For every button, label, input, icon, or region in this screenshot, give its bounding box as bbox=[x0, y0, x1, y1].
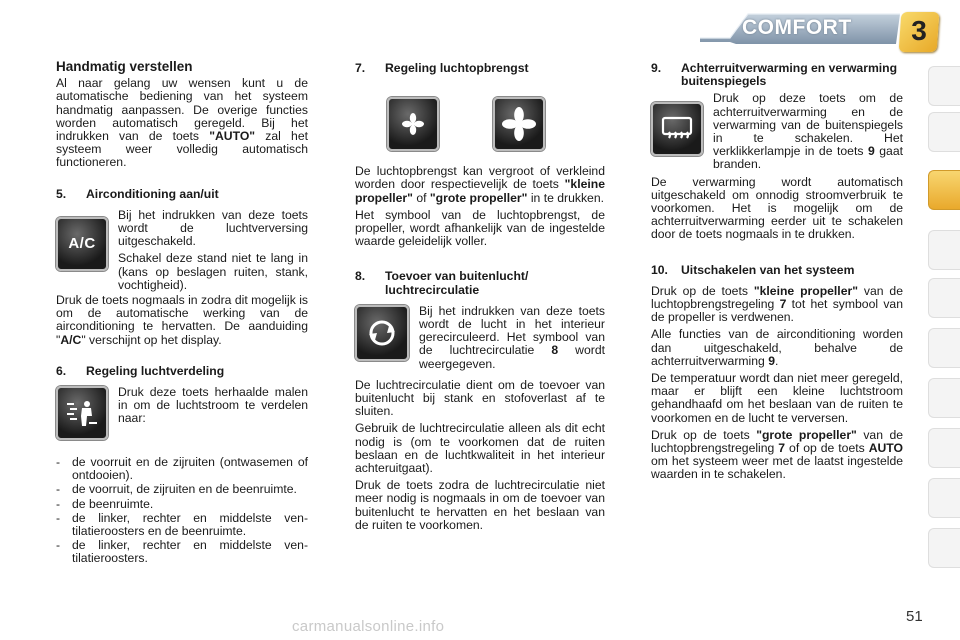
chapter-tab-8[interactable] bbox=[928, 428, 960, 468]
distribution-list bbox=[56, 456, 308, 566]
list-item: - de beenruimte. bbox=[56, 496, 154, 511]
chapter-tab-1[interactable] bbox=[928, 66, 960, 106]
recirculation-icon bbox=[355, 305, 409, 361]
column-middle bbox=[355, 58, 605, 536]
ac-text-1: Bij het indrukken van deze toets wordt de luchtverversing uitgeschakeld. bbox=[118, 207, 308, 249]
fan-text-2: Het symbool van de luchtopbrengst, de propeller, wordt afhankelijk van de ingestelde waarde geleidelijk voller. bbox=[355, 207, 605, 249]
list-item: - de linker, rechter en middelste ventilatieroosters. bbox=[56, 538, 308, 566]
ac-text-2: Schakel deze stand niet te lang in (kans op beslagen ruiten, stank, vochtigheid). bbox=[118, 251, 308, 292]
large-fan-icon bbox=[493, 97, 545, 151]
chapter-tabs bbox=[928, 66, 960, 586]
list-item: - de voorruit, de zijruiten en de beenruimte. bbox=[56, 482, 297, 497]
section-title-manual: Handmatig verstellen bbox=[56, 59, 193, 74]
ac-block bbox=[56, 209, 308, 292]
heading-5: 5. Airconditioning aan/uit bbox=[56, 186, 219, 201]
list-item: - de linker, rechter en middelste ventilatieroosters en de beenruimte. bbox=[56, 510, 308, 539]
list-item: - de voorruit en de zijruiten (ontwasemen of ontdooien). bbox=[56, 455, 308, 483]
ac-text-3: Druk de toets nogmaals in zodra dit mogelijk is om de automatische werking van de airconditioning te hervatten. De aanduiding "A/C" verschijnt op het display. bbox=[56, 293, 308, 347]
recirculation-block bbox=[355, 305, 605, 375]
chapter-tab-7[interactable] bbox=[928, 378, 960, 418]
watermark: carmanualsonline.info bbox=[292, 618, 445, 635]
heading-6: 6. Regeling luchtverdeling bbox=[56, 363, 225, 378]
rear-defrost-icon bbox=[651, 102, 703, 156]
recirculation-text-1: Bij het indrukken van deze toets wordt de lucht in het interieur gerecirculeerd. Het symbool van de luchtrecirculatie 8 wordt weergegeven. bbox=[419, 303, 605, 371]
ac-button-icon: A/C bbox=[56, 217, 108, 271]
heading-8: 8. Toevoer van buitenlucht/ luchtrecirculatie bbox=[355, 269, 529, 297]
defrost-block bbox=[651, 92, 903, 175]
page-title: COMFORT bbox=[742, 16, 852, 39]
system-off-text-1: Druk op de toets "kleine propeller" van de luchtopbrengstregeling 7 tot het symbool van de propeller is verdwenen. bbox=[651, 283, 903, 325]
chapter-tab-6[interactable] bbox=[928, 328, 960, 368]
system-off-text-4: Druk op de toets "grote propeller" van de luchtopbrengstregeling 7 of op de toets AUTO om het systeem weer met de laatst ingestelde waarden in te schakelen. bbox=[651, 427, 904, 482]
column-right bbox=[651, 58, 903, 486]
recirculation-text-3: Gebruik de luchtrecirculatie alleen als dit echt nodig is (om te voorkomen dat de ruiten beslaan en de luchtkwaliteit in het interieur achteruitgaat). bbox=[355, 421, 605, 476]
defrost-text-1: Druk op deze toets om de achterruitverwarming en de verwarming van de buitenspiegels in te schakelen. Het verklikkerlampje in de toets 9 gaat branden. bbox=[713, 91, 904, 172]
small-fan-icon bbox=[387, 97, 439, 151]
chapter-tab-9[interactable] bbox=[928, 478, 960, 518]
intro-paragraph: Al naar gelang uw wensen kunt u de automatische bediening van het systeem handmatig aanpassen. De overige functies worden automatisch geregeld. Bij het indrukken van de toets "AUTO" zal het systeem weer volledig automatisch functioneren. bbox=[56, 76, 308, 170]
heading-9: 9. Achterruitverwarming en verwarming buitenspiegels bbox=[651, 61, 898, 89]
chapter-badge bbox=[899, 12, 940, 52]
recirculation-text-2: De luchtrecirculatie dient om de toevoer van buitenlucht bij stank en stofoverlast af te sluiten. bbox=[355, 377, 605, 419]
column-left bbox=[56, 58, 308, 567]
chapter-number: 3 bbox=[911, 15, 927, 46]
heading-10: 10. Uitschakelen van het systeem bbox=[651, 262, 855, 277]
chapter-tab-10[interactable] bbox=[928, 528, 960, 568]
chapter-tab-2[interactable] bbox=[928, 112, 960, 152]
distribution-block bbox=[56, 386, 308, 440]
air-distribution-icon bbox=[56, 386, 108, 440]
system-off-text-2: Alle functies van de airconditioning worden dan uitgeschakeld, behalve de achterruitverwarming 9. bbox=[651, 327, 903, 368]
recirculation-text-4: Druk de toets zodra de luchtrecirculatie niet meer nodig is nogmaals in om de toevoer van buitenlucht te hervatten en het beslaan van de ruiten te voorkomen. bbox=[355, 478, 605, 532]
distribution-text: Druk deze toets herhaalde malen in om de luchtstroom te verdelen naar: bbox=[118, 385, 308, 426]
heading-7: 7. Regeling luchtopbrengst bbox=[355, 61, 529, 75]
chapter-tab-4[interactable] bbox=[928, 230, 960, 270]
defrost-text-2: De verwarming wordt automatisch uitgeschakeld om onnodig stroomverbruik te voorkomen. Het is mogelijk om de achterruitverwarming eerder uit te schakelen door de toets nogmaals in te drukken. bbox=[651, 174, 903, 242]
chapter-tab-5[interactable] bbox=[928, 278, 960, 318]
system-off-text-3: De temperatuur wordt dan niet meer geregeld, maar er blijft een kleine luchtstroom gehandhaafd om het beslaan van de ruiten te voorkomen en de lucht te verversen. bbox=[651, 371, 903, 425]
chapter-tab-3[interactable] bbox=[928, 170, 960, 210]
page-number: 51 bbox=[906, 608, 923, 625]
fan-text-1: De luchtopbrengst kan vergroot of verkleind worden door respectievelijk de toets "kleine propeller" of "grote propeller" in te drukken. bbox=[355, 164, 605, 205]
